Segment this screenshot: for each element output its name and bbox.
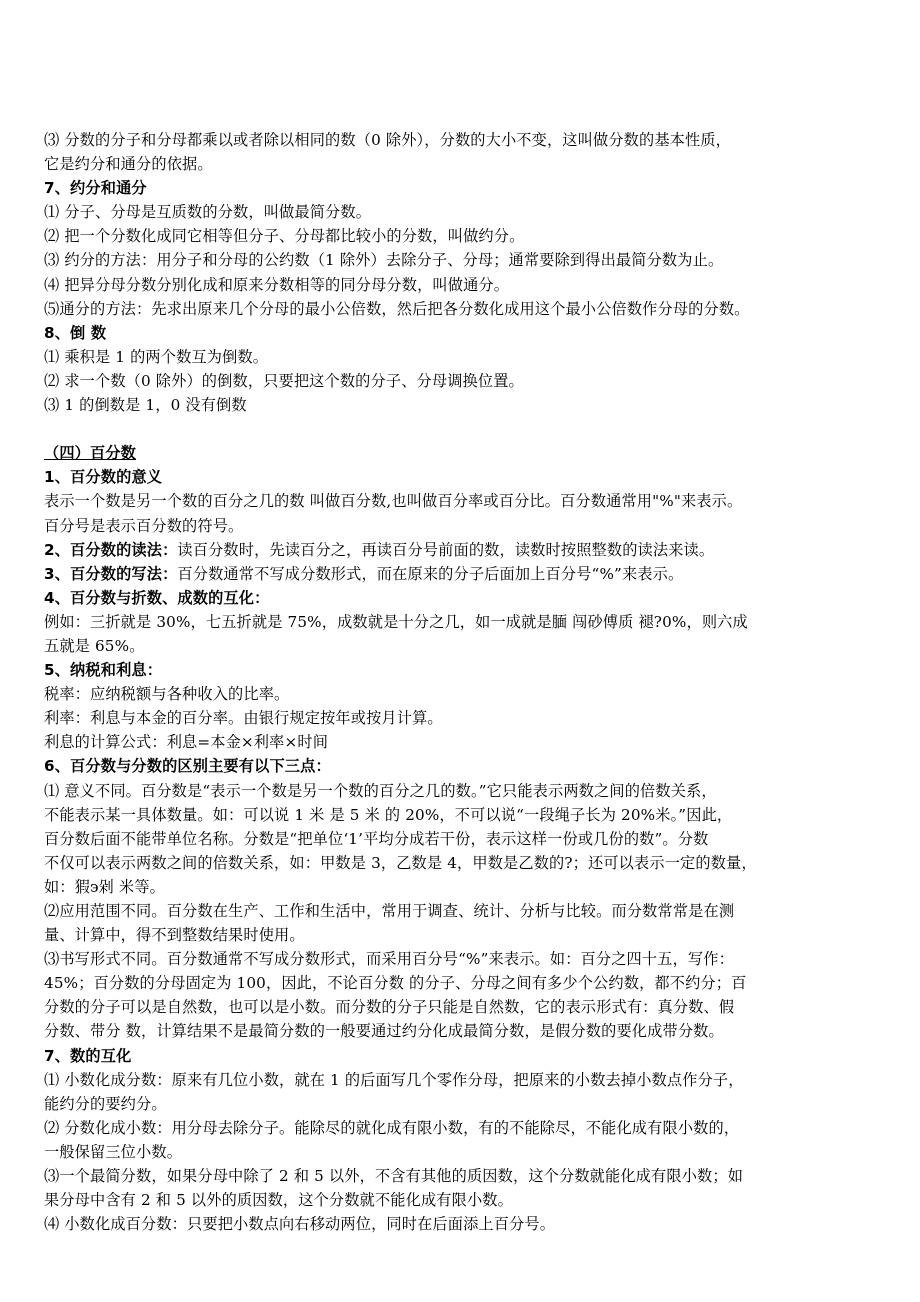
text-line: 一般保留三位小数。 bbox=[44, 1142, 183, 1161]
text-line: 利率：利息与本金的百分率。由银行规定按年或按月计算。 bbox=[44, 709, 443, 728]
text-line: 分数的分子可以是自然数，也可以是小数。而分数的分子只能是自然数，它的表示形式有：真分数、假 bbox=[44, 998, 735, 1017]
text-line: ⑴ 意义不同。百分数是“表示一个数是另一个数的百分之几的数。”它只能表示两数之间的倍数关系， bbox=[44, 781, 717, 800]
section-heading: 8、倒 数 bbox=[44, 323, 107, 342]
text-line: 能约分的要约分。 bbox=[44, 1094, 167, 1113]
section-heading: 6、百分数与分数的区别主要有以下三点： bbox=[44, 757, 331, 776]
text-line: 不能表示某一具体数量。如：可以说 1 米 是 5 米 的 20%，不可以说“一段绳子长为 20%米。”因此， bbox=[44, 805, 733, 824]
chapter-title bbox=[44, 441, 890, 465]
text-line: ⑶ 分数的分子和分母都乘以或者除以相同的数（0 除外），分数的大小不变，这叫做分数的基本性质， bbox=[44, 131, 732, 149]
inline-heading: 2、百分数的读法： bbox=[44, 540, 178, 559]
text-line: ⑵ 把一个分数化成同它相等但分子、分母都比较小的分数，叫做约分。 bbox=[44, 227, 525, 246]
text-line: ⑷ 小数化成百分数：只要把小数点向右移动两位，同时在后面添上百分号。 bbox=[44, 1215, 556, 1234]
text-line: 利息的计算公式：利息=本金×利率×时间 bbox=[44, 733, 329, 752]
text-line: 例如：三折就是 30%，七五折就是 75%，成数就是十分之几，如一成就是腼 闯砂傅质 褪?0%，则六成 bbox=[44, 612, 748, 631]
text-line: ⑵ 求一个数（0 除外）的倒数，只要把这个数的分子、分母调换位置。 bbox=[44, 371, 524, 390]
text-line: ⑶书写形式不同。百分数通常不写成分数形式，而采用百分号“%”来表示。如：百分之四十五，写作： bbox=[44, 950, 734, 969]
text-line: ⑸通分的方法：先求出原来几个分母的最小公倍数，然后把各分数化成用这个最小公倍数作分母的分数。 bbox=[44, 299, 750, 318]
text-line: 百分号是表示百分数的符号。 bbox=[44, 516, 244, 535]
chapter-title-text: （四）百分数 bbox=[44, 444, 137, 463]
heading-with-text bbox=[44, 538, 890, 562]
text-line: ⑶ 1 的倒数是 1，0 没有倒数 bbox=[44, 396, 247, 415]
section-heading: 7、数的互化 bbox=[44, 1046, 132, 1065]
text-line: ⑴ 分子、分母是互质数的分数，叫做最简分数。 bbox=[44, 203, 372, 222]
section-heading: 4、百分数与折数、成数的互化： bbox=[44, 588, 270, 607]
text-line: ⑵应用范围不同。百分数在生产、工作和生活中，常用于调查、统计、分析与比较。而分数常常是在测 bbox=[44, 902, 735, 920]
blank-line bbox=[44, 417, 890, 441]
heading-with-text bbox=[44, 562, 890, 586]
inline-heading: 3、百分数的写法： bbox=[44, 564, 178, 583]
text-line: ⑵ 分数化成小数：用分母去除分子。能除尽的就化成有限小数，有的不能除尽，不能化成有限小数的， bbox=[44, 1118, 740, 1137]
text-line: 表示一个数是另一个数的百分之几的数 叫做百分数,也叫做百分率或百分比。百分数通常用"%"来表示。 bbox=[44, 492, 743, 511]
text-line: ⑴ 乘积是 1 的两个数互为倒数。 bbox=[44, 347, 269, 366]
text-line: 果分母中含有 2 和 5 以外的质因数，这个分数就不能化成有限小数。 bbox=[44, 1191, 513, 1210]
text-line: ⑴ 小数化成分数：原来有几位小数，就在 1 的后面写几个零作分母，把原来的小数去掉小数点作分子， bbox=[44, 1070, 744, 1089]
section-heading: 1、百分数的意义 bbox=[44, 468, 163, 487]
text-line: 如：猳϶剁 米等。 bbox=[44, 877, 165, 896]
text-line: 税率：应纳税额与各种收入的比率。 bbox=[44, 685, 290, 704]
text-line: ⑷ 把异分母分数分别化成和原来分数相等的同分母分数，叫做通分。 bbox=[44, 275, 510, 294]
text-line: 不仅可以表示两数之间的倍数关系，如：甲数是 3，乙数是 4，甲数是乙数的?；还可以表示一定的数量， bbox=[44, 853, 757, 872]
inline-text: 读百分数时，先读百分之，再读百分号前面的数，读数时按照整数的读法来读。 bbox=[177, 540, 715, 559]
section-heading: 7、约分和通分 bbox=[44, 179, 147, 198]
inline-text: 百分数通常不写成分数形式，而在原来的分子后面加上百分号“%”来表示。 bbox=[177, 564, 684, 583]
text-line: ⑶ 约分的方法：用分子和分母的公约数（1 除外）去除分子、分母；通常要除到得出最简分数为止。 bbox=[44, 251, 724, 270]
text-line: 45%；百分数的分母固定为 100，因此，不论百分数 的分子、分母之间有多少个公约数，都不约分；百 bbox=[44, 974, 747, 993]
text-line: ⑶一个最简分数，如果分母中除了 2 和 5 以外，不含有其他的质因数，这个分数就能化成有限小数；如 bbox=[44, 1167, 744, 1186]
text-line: 它是约分和通分的依据。 bbox=[44, 155, 213, 174]
text-line: 量、计算中，得不到整数结果时使用。 bbox=[44, 926, 305, 945]
text-line: 百分数后面不能带单位名称。分数是“把单位‘1’平均分成若干份，表示这样一份或几份的数”。分数 bbox=[44, 829, 709, 848]
text-line: 五就是 65%。 bbox=[44, 636, 145, 655]
section-heading: 5、纳税和利息： bbox=[44, 661, 163, 680]
text-line: 分数、带分 数，计算结果不是最简分数的一般要通过约分化成最简分数，是假分数的要化成带分数。 bbox=[44, 1022, 724, 1041]
